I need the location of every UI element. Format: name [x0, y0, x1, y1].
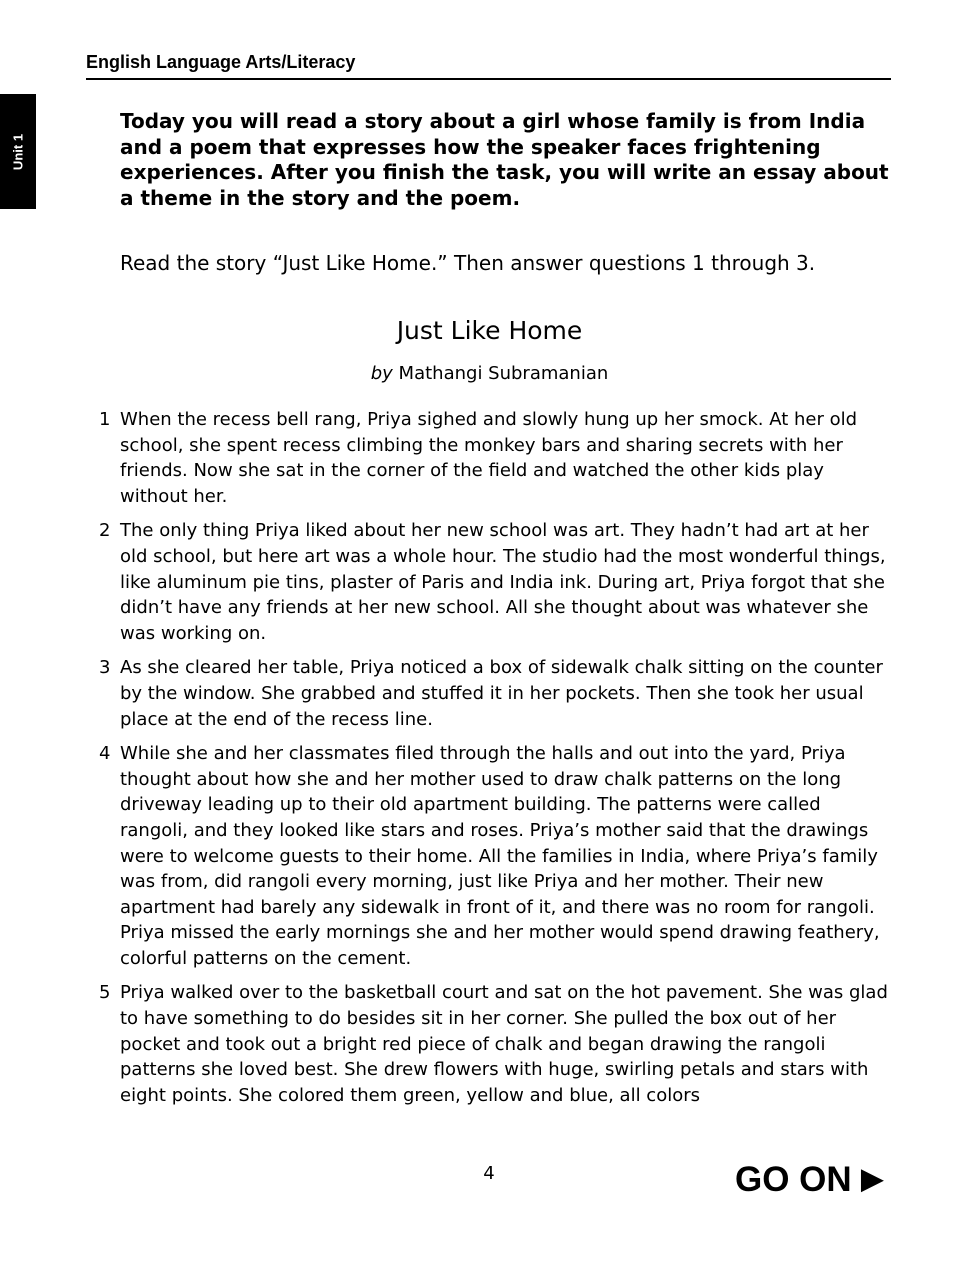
byline-author: Mathangi Subramanian	[398, 363, 609, 384]
go-on-indicator	[735, 1158, 883, 1201]
play-arrow-icon: ▶	[861, 1163, 883, 1194]
page-number: 4	[483, 1163, 495, 1184]
paragraph-text: When the recess bell rang, Priya sighed and slowly hung up her smock. At her old school, she spent recess climbing the monkey bars and sharing secrets with her friends. Now she sat in the corner of the field and watched the other kids play without her.	[120, 409, 858, 507]
unit-tab-label: Unit 1	[10, 133, 26, 170]
intro-text: Today you will read a story about a girl whose family is from India and a poem that expresses how the speaker faces frightening experiences. After you finish the task, you will write an essay about a theme in the story and the poem.	[120, 109, 889, 210]
paragraph-number: 2	[99, 520, 111, 542]
paragraph-2	[96, 518, 891, 646]
paragraph-number: 4	[99, 743, 111, 765]
paragraph-number: 5	[99, 982, 111, 1004]
unit-tab	[0, 94, 36, 209]
paragraph-4	[96, 741, 891, 971]
byline	[0, 362, 979, 386]
paragraph-number: 1	[99, 409, 111, 430]
paragraph-text: As she cleared her table, Priya noticed a box of sidewalk chalk sitting on the counter by the window. She grabbed and stuffed it in her pockets. Then she took her usual place at the end of the recess line.	[120, 657, 883, 730]
page-header	[86, 50, 891, 80]
paragraph-text: Priya walked over to the basketball court and sat on the hot pavement. She was glad to have something to do besides sit in her corner. She pulled the box out of her pocket and took out a bright red piece of chalk and began drawing the rangoli patterns she loved best. She drew flowers with huge, swirling petals and stars with eight points. She colored them green, yellow and blue, all colors	[120, 982, 888, 1106]
subject-title: English Language Arts/Literacy	[86, 52, 356, 72]
instruction-text: Read the story “Just Like Home.” Then answer questions 1 through 3.	[120, 251, 816, 275]
go-on-label: GO ON	[735, 1160, 852, 1199]
paragraph-text: While she and her classmates filed through the halls and out into the yard, Priya thought about how she and her mother used to draw chalk patterns on the long driveway leading up to their old apartment building. The patterns were called rangoli, and they looked like stars and roses. Priya’s mother said that the drawings were to welcome guests to their home. All the families in India, where Priya’s family was from, did rangoli every morning, just like Priya and her mother. Their new apartment had barely any sidewalk in front of it, and there was no room for rangoli. Priya missed the early mornings she and her mother would spend drawing feathery, colorful patterns on the cement.	[120, 743, 880, 969]
story-body	[96, 407, 891, 1117]
paragraph-text: The only thing Priya liked about her new school was art. They hadn’t had art at her old school, but here art was a whole hour. The studio had the most wonderful things, like aluminum pie tins, plaster of Paris and India ink. During art, Priya forgot that she didn’t have any friends at her new school. All she thought about was whatever she was working on.	[120, 520, 886, 644]
byline-by-label: by	[370, 363, 393, 384]
paragraph-number: 3	[99, 657, 111, 679]
paragraph-1	[96, 407, 891, 509]
paragraph-5	[96, 980, 891, 1108]
story-title: Just Like Home	[396, 316, 583, 345]
paragraph-3	[96, 655, 891, 732]
